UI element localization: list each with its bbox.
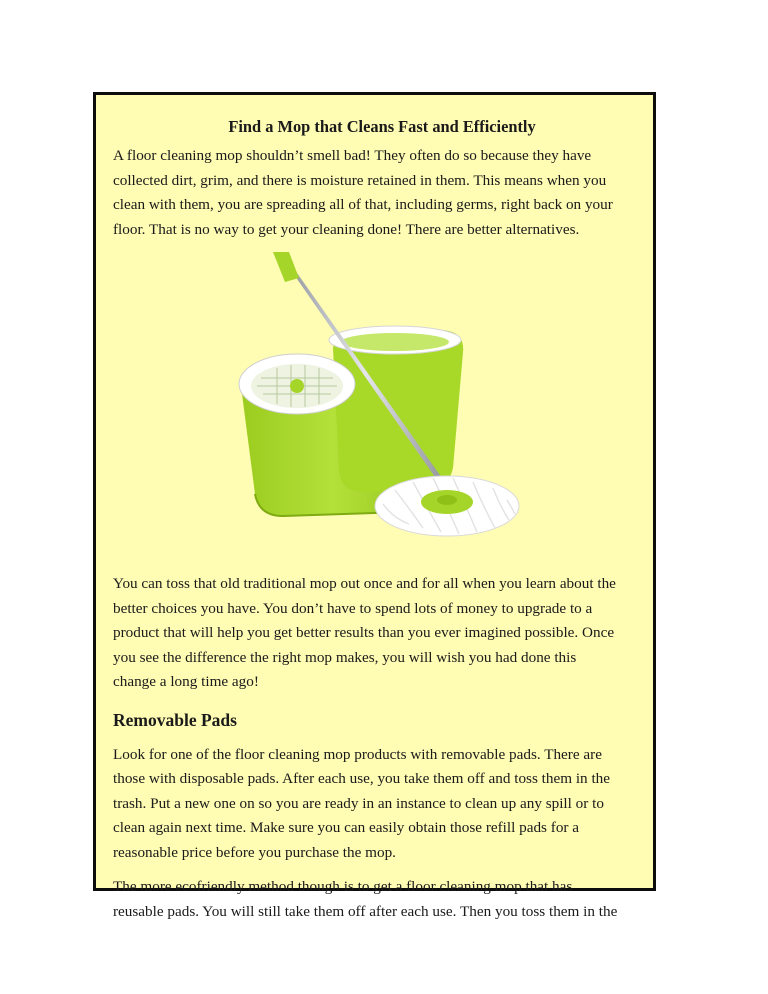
intro-paragraph — [113, 144, 651, 242]
choices-paragraph — [113, 572, 651, 695]
document-title: Find a Mop that Cleans Fast and Efficiently — [228, 117, 536, 136]
text-line: clean again next time. Make sure you can easily obtain those refill pads for a — [113, 819, 580, 836]
text-line: collected dirt, grim, and there is moisture retained in them. This means when you — [113, 171, 607, 189]
text-line: product that will help you get better results than you ever imagined possible. Once — [113, 624, 615, 641]
removable-pads-paragraph — [113, 743, 651, 866]
text-line: Look for one of the floor cleaning mop products with removable pads. There are — [113, 745, 602, 763]
ecofriendly-paragraph — [113, 875, 651, 924]
text-line: clean with them, you are spreading all of that, including germs, right back on your — [113, 196, 613, 213]
spin-mop-bucket-icon — [113, 256, 651, 558]
text-line: A floor cleaning mop shouldn’t smell bad! They often do so because they have — [113, 147, 592, 164]
text-line: you see the difference the right mop makes, you will wish you had done this — [113, 648, 577, 666]
text-line: reusable pads. You will still take them off after each use. Then you toss them in the — [113, 902, 618, 920]
text-line: better choices you have. You don’t have to spend lots of money to upgrade to a — [113, 599, 593, 617]
text-line: change a long time ago! — [113, 673, 259, 690]
document-content — [113, 116, 651, 924]
text-line: reasonable price before you purchase the mop. — [113, 843, 396, 861]
text-line: The more ecofriendly method though is to get a floor cleaning mop that has — [113, 878, 573, 895]
mop-bucket-image — [113, 256, 651, 558]
text-line: trash. Put a new one on so you are ready in an instance to clean up any spill or to — [113, 794, 604, 812]
section-heading: Removable Pads — [113, 709, 237, 730]
text-line: floor. That is no way to get your cleaning done! There are better alternatives. — [113, 220, 580, 238]
text-line: those with disposable pads. After each use, you take them off and toss them in the — [113, 770, 611, 787]
text-line: You can toss that old traditional mop out once and for all when you learn about the — [113, 575, 616, 592]
document-page — [93, 92, 656, 920]
